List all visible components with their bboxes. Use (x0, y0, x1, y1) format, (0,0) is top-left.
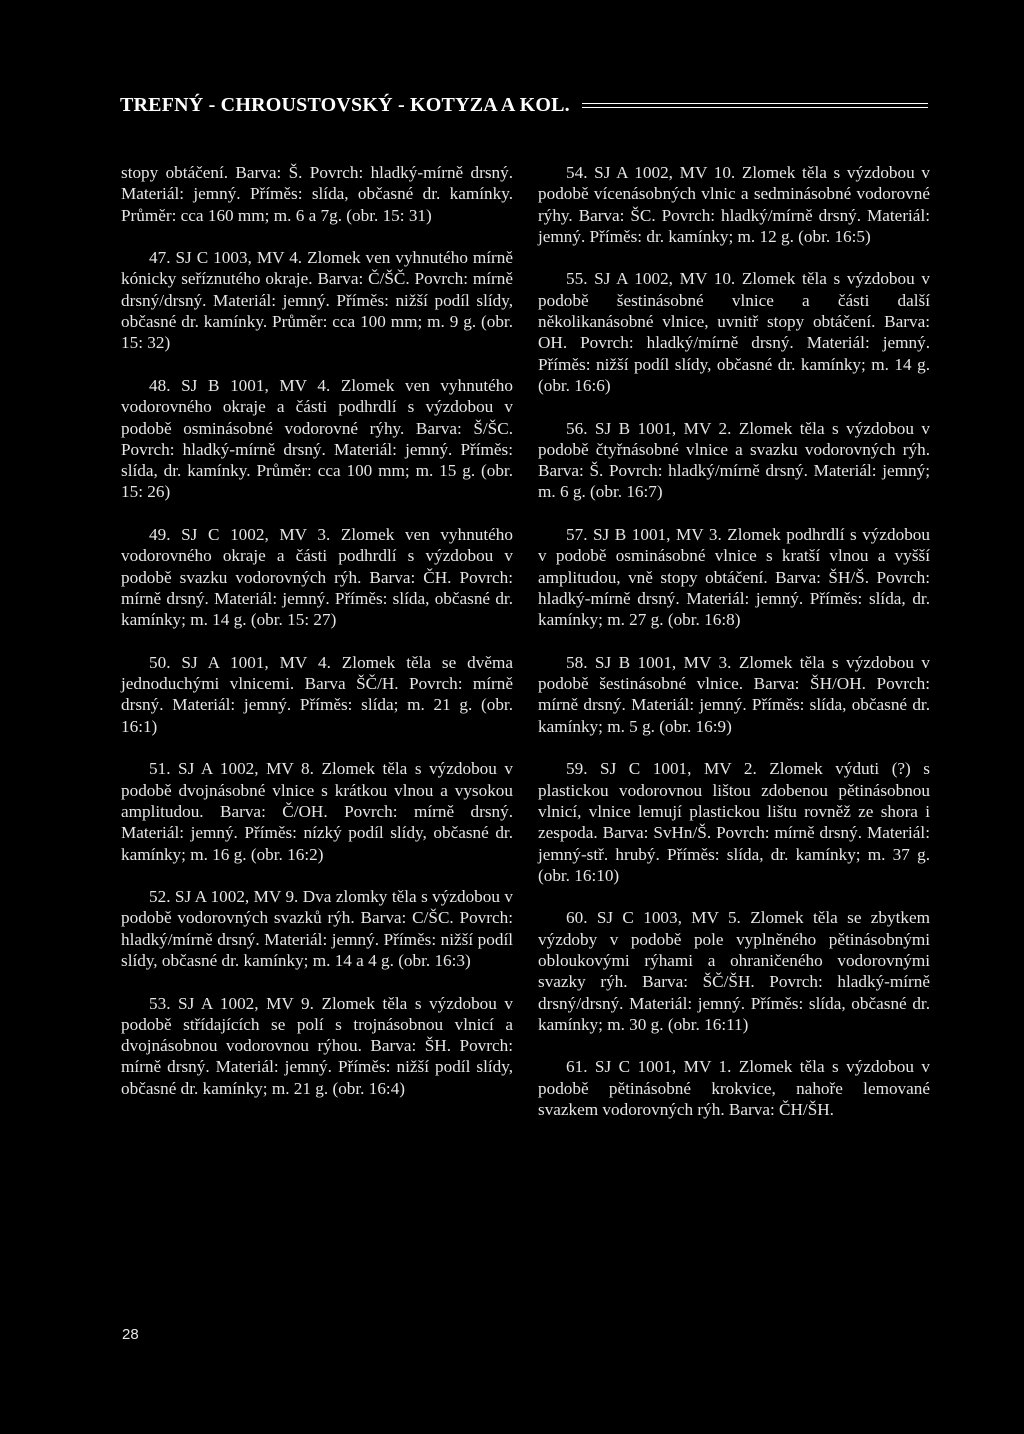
catalog-entry-59: 59. SJ C 1001, MV 2. Zlomek výduti (?) s plastickou vodorovnou lištou zdobenou pětinásobnou vlnicí, vlnice lemují plastickou lištu rovněž ze shora i zespoda. Barva: SvHn/Š. Povrch: mírně drsný. Materiál: jemný-stř. hrubý. Příměs: slída, dr. kamínky; m. 37 g. (obr. 16:10) (538, 759, 930, 885)
catalog-entry-57: 57. SJ B 1001, MV 3. Zlomek podhrdlí s výzdobou v podobě osminásobné vlnice s kratší vlnou a vyšší amplitudou, vně stopy obtáčení. Barva: ŠH/Š. Povrch: hladký-mírně drsný. Materiál: jemný. Příměs: slída, dr. kamínky; m. 27 g. (obr. 16:8) (538, 525, 930, 630)
catalog-entry-58: 58. SJ B 1001, MV 3. Zlomek těla s výzdobou v podobě šestinásobné vlnice. Barva: ŠH/OH. Povrch: mírně drsný. Materiál: jemný. Příměs: slída, občasné dr. kamínky; m. 5 g. (obr. 16:9) (538, 652, 930, 736)
catalog-entry-50: 50. SJ A 1001, MV 4. Zlomek těla se dvěma jednoduchými vlnicemi. Barva ŠČ/H. Povrch: mírně drsný. Materiál: jemný. Příměs: slída; m. 21 g. (obr. 16:1) (121, 652, 513, 736)
catalog-entry-60: 60. SJ C 1003, MV 5. Zlomek těla se zbytkem výzdoby v podobě pole vyplněného pětinásobnými obloukovými rýhami a ohraničeného vodorovnými svazky rýh. Barva: ŠČ/ŠH. Povrch: hladký-mírně drsný/drsný. Materiál: jemný. Příměs: slída, občasné dr. kamínky; m. 30 g. (obr. 16:11) (538, 908, 930, 1034)
header-double-rule (582, 103, 928, 108)
catalog-entry-61: 61. SJ C 1001, MV 1. Zlomek těla s výzdobou v podobě pětinásobné krokvice, nahoře lemované svazkem vodorovných rýh. Barva: ČH/ŠH. (538, 1057, 930, 1120)
catalog-entry-56: 56. SJ B 1001, MV 2. Zlomek těla s výzdobou v podobě čtyřnásobné vlnice a svazku vodorovných rýh. Barva: Š. Povrch: hladký/mírně drsný. Materiál: jemný; m. 6 g. (obr. 16:7) (538, 418, 930, 502)
page-number: 28 (122, 1326, 139, 1343)
catalog-entry-51: 51. SJ A 1002, MV 8. Zlomek těla s výzdobou v podobě dvojnásobné vlnice s krátkou vlnou a vysokou amplitudou. Barva: Č/OH. Povrch: mírně drsný. Materiál: jemný. Příměs: nízký podíl slídy, občasné dr. kamínky; m. 16 g. (obr. 16:2) (121, 759, 513, 864)
catalog-entry-46-continued: stopy obtáčení. Barva: Š. Povrch: hladký-mírně drsný. Materiál: jemný. Příměs: slída, občasné dr. kamínky. Průměr: cca 160 mm; m. 6 a 7g. (obr. 15: 31) (121, 163, 513, 225)
catalog-entry-52: 52. SJ A 1002, MV 9. Dva zlomky těla s výzdobou v podobě vodorovných svazků rýh. Barva: C/ŠC. Povrch: hladký/mírně drsný. Materiál: jemný. Příměs: nižší podíl slídy, občasné dr. kamínky; m. 14 a 4 g. (obr. 16:3) (121, 887, 513, 970)
left-column (121, 162, 513, 1120)
catalog-entry-53: 53. SJ A 1002, MV 9. Zlomek těla s výzdobou v podobě střídajících se polí s trojnásobnou vlnicí a dvojnásobnou vodorovnou rýhou. Barva: ŠH. Povrch: mírně drsný. Materiál: jemný. Příměs: nižší podíl slídy, občasné dr. kamínky; m. 21 g. (obr. 16:4) (121, 993, 513, 1098)
right-column (538, 162, 930, 1142)
catalog-entry-55: 55. SJ A 1002, MV 10. Zlomek těla s výzdobou v podobě šestinásobné vlnice a části další několikanásobné vlnice, uvnitř stopy obtáčení. Barva: OH. Povrch: hladký/mírně drsný. Materiál: jemný. Příměs: nižší podíl slídy, občasné dr. kamínky; m. 14 g. (obr. 16:6) (538, 269, 930, 395)
catalog-entry-48: 48. SJ B 1001, MV 4. Zlomek ven vyhnutého vodorovného okraje a části podhrdlí s výzdobou v podobě osminásobné vodorovné rýhy. Barva: Š/ŠC. Povrch: hladký-mírně drsný. Materiál: jemný. Příměs: slída, dr. kamínky. Průměr: cca 100 mm; m. 15 g. (obr. 15: 26) (121, 375, 513, 502)
catalog-entry-54: 54. SJ A 1002, MV 10. Zlomek těla s výzdobou v podobě vícenásobných vlnic a sedminásobné vodorovné rýhy. Barva: ŠC. Povrch: hladký/mírně drsný. Materiál: jemný. Příměs: dr. kamínky; m. 12 g. (obr. 16:5) (538, 163, 930, 246)
catalog-entry-47: 47. SJ C 1003, MV 4. Zlomek ven vyhnutého mírně kónicky seříznutého okraje. Barva: Č/ŠČ. Povrch: mírně drsný/drsný. Materiál: jemný. Příměs: nižší podíl slídy, občasné dr. kamínky. Průměr: cca 100 mm; m. 9 g. (obr. 15: 32) (121, 248, 513, 353)
catalog-entry-49: 49. SJ C 1002, MV 3. Zlomek ven vyhnutého vodorovného okraje a části podhrdlí s výzdobou v podobě svazku vodorovných rýh. Barva: ČH. Povrch: mírně drsný. Materiál: jemný. Příměs: slída, občasné dr. kamínky; m. 14 g. (obr. 15: 27) (121, 525, 513, 630)
header-title: TREFNÝ - CHROUSTOVSKÝ - KOTYZA A KOL. (120, 93, 570, 116)
running-header (120, 92, 928, 118)
